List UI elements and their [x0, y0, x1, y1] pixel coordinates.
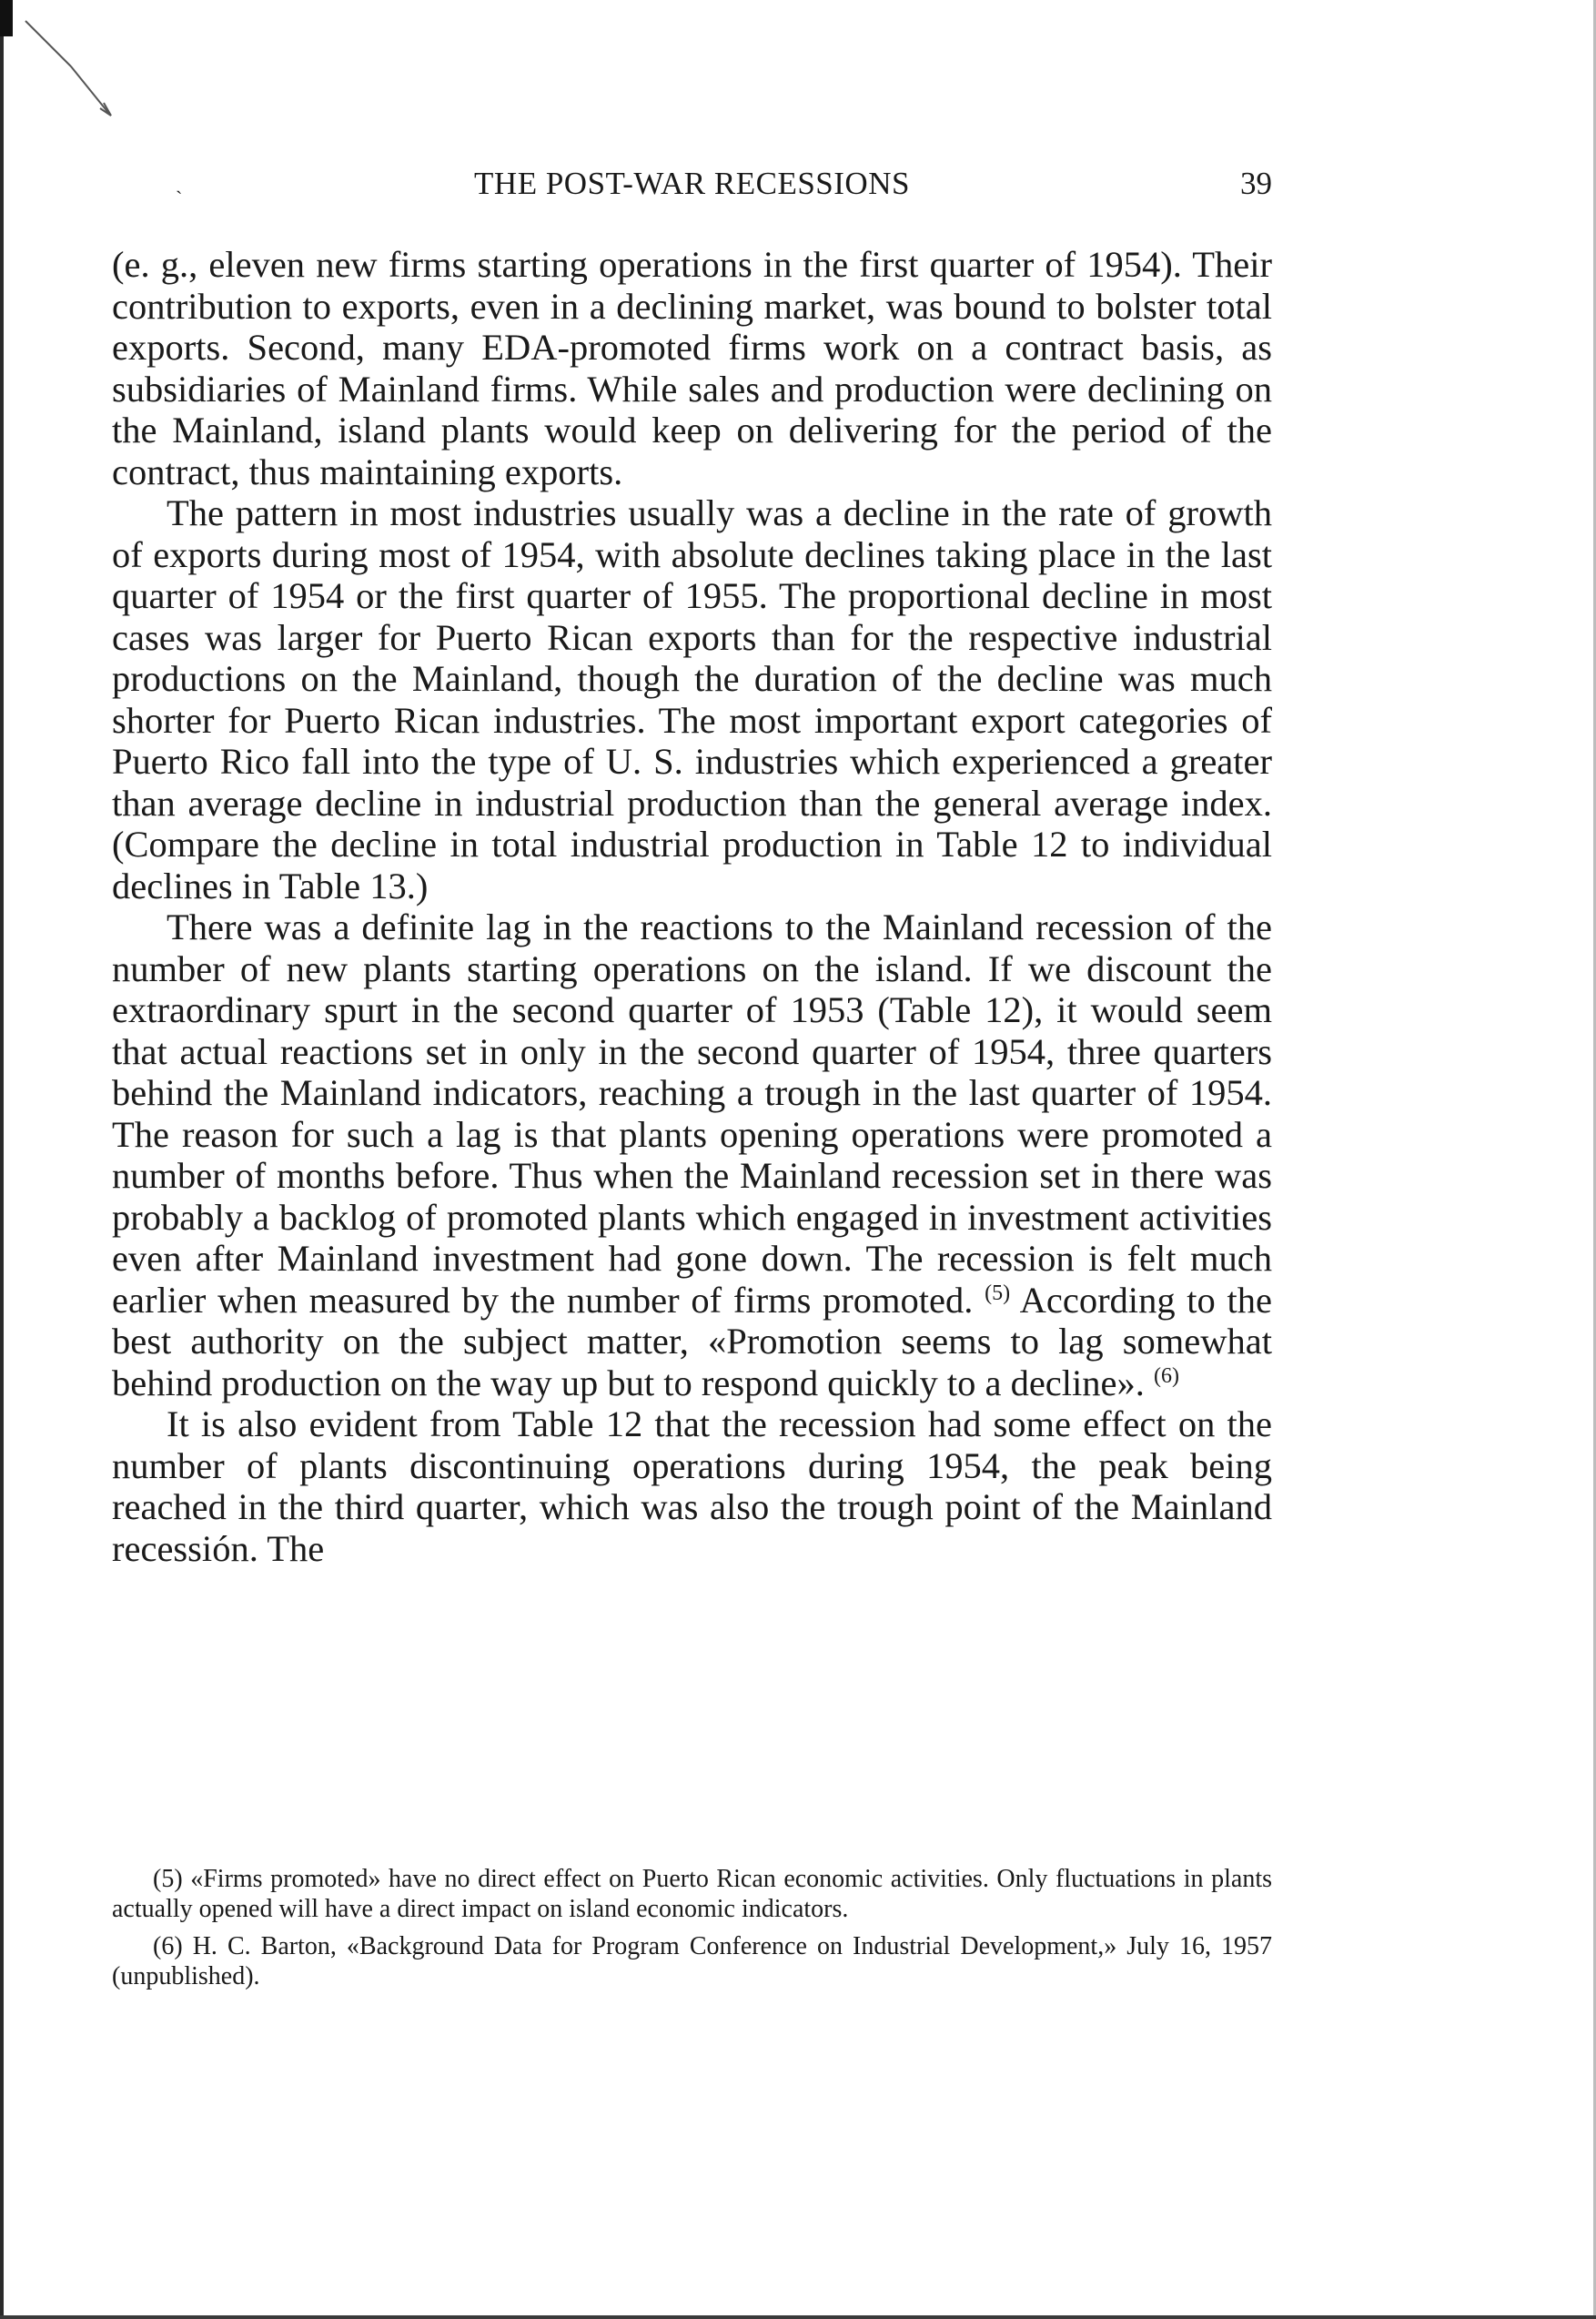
- paragraph-1: (e. g., eleven new firms starting operations in the first quarter of 1954). Their contribution to exports, even in a declining market, was bound to bolster total exports. Second, many EDA-promoted firms work on a contract basis, as subsidiaries of Mainland firms. While sales and production were declining on the Mainland, island plants would keep on delivering for the period of the contract, thus maintaining exports.: [112, 244, 1272, 492]
- paragraph-4: It is also evident from Table 12 that the recession had some effect on the number of plants discontinuing operations during 1954, the peak being reached in the third quarter, which was also the trough point of the Mainland recessión. The: [112, 1403, 1272, 1569]
- page-number: 39: [1240, 166, 1272, 201]
- page-header: [112, 166, 1272, 211]
- running-title: THE POST-WAR RECESSIONS: [474, 166, 910, 201]
- paragraph-2: The pattern in most industries usually was a decline in the rate of growth of exports during most of 1954, with absolute declines taking place in the last quarter of 1954 or the first quarter of 1955. The proportional decline in most cases was larger for Puerto Rican exports than for the respective industrial productions on the Mainland, though the duration of the decline was much shorter for Puerto Rican industries. The most important export categories of Puerto Rico fall into the type of U. S. industries which experienced a greater than average decline in industrial production than the general average index. (Compare the decline in total industrial production in Table 12 to individual declines in Table 13.): [112, 492, 1272, 906]
- footnotes: [112, 1864, 1272, 1999]
- pencil-mark: [18, 14, 164, 132]
- paragraph-3-part-b: According to the best authority on the subject matter, «Promotion seems to lag somewhat behind production on the way up but to respond quickly to a decline».: [112, 1279, 1273, 1403]
- footnote-6: (6) H. C. Barton, «Background Data for Program Conference on Industrial Development,» July 16, 1957 (unpublished).: [112, 1932, 1272, 1990]
- scan-border-left: [0, 0, 4, 2319]
- body-text: [112, 244, 1272, 1569]
- footnote-ref-6: (6): [1154, 1363, 1179, 1388]
- paragraph-3-part-a: There was a definite lag in the reactions to the Mainland recession of the number of new plants starting operations on the island. If we discount the extraordinary spurt in the second quarter of 1953 (Table 12), it would seem that actual reactions set in only in the second quarter of 1954, three quarters behind the Mainland indicators, reaching a trough in the last quarter of 1954. The reason for such a lag is that plants opening operations were promoted a number of months before. Thus when the Mainland recession set in there was probably a backlog of promoted plants which engaged in investment activities even after Mainland investment had gone down. The recession is felt much earlier when measured by the number of firms promoted.: [112, 906, 1272, 1321]
- scan-border-top: [0, 0, 13, 36]
- footnote-5: (5) «Firms promoted» have no direct effect on Puerto Rican economic activities. Only fluctuations in plants actually opened will have a direct impact on island economic indicators.: [112, 1865, 1272, 1923]
- header-tick-mark: ˎ: [176, 171, 183, 194]
- scan-border-bottom: [0, 2315, 1596, 2319]
- paragraph-3: [112, 906, 1272, 1403]
- footnote-ref-5: (5): [985, 1281, 1011, 1305]
